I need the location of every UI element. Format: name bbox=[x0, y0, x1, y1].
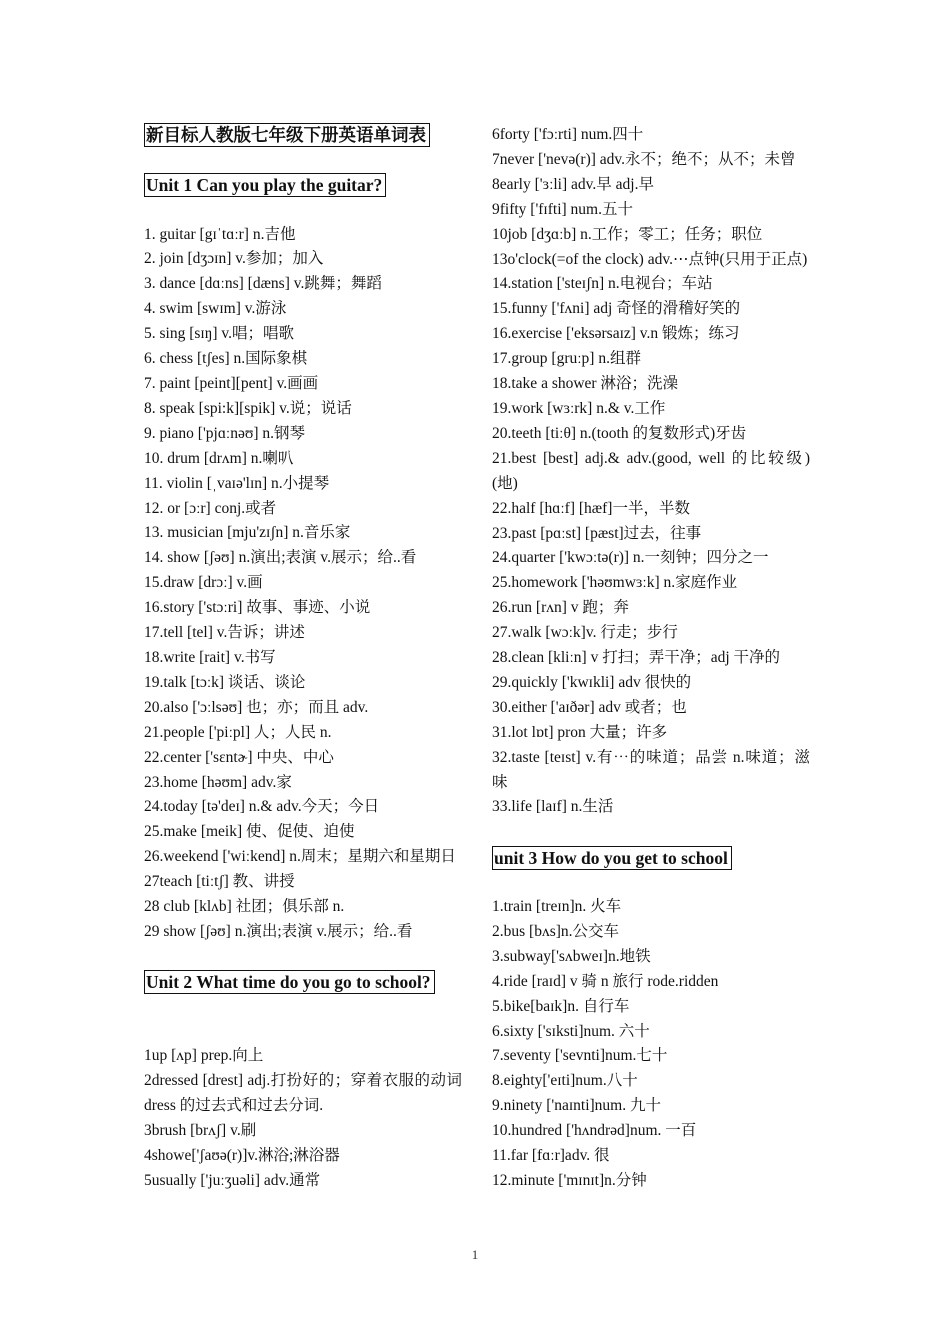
vocabulary-entry: 16.story ['stɔːri] 故事、事迹、小说 bbox=[144, 599, 371, 617]
vocabulary-entry: 2. join [dʒɔɪn] v.参加；加入 bbox=[144, 250, 324, 268]
vocabulary-entry: 12.minute ['mɪnɪt]n.分钟 bbox=[492, 1172, 647, 1190]
vocabulary-entry: 5.bike[baɪk]n. 自行车 bbox=[492, 997, 630, 1015]
vocabulary-entry: 3.subway['sʌbweɪ]n.地铁 bbox=[492, 947, 651, 965]
vocabulary-entry: 4. swim [swɪm] v.游泳 bbox=[144, 300, 287, 318]
vocabulary-entry: 9. piano ['pjɑːnəʊ] n.钢琴 bbox=[144, 424, 306, 442]
vocabulary-entry: 29 show [ʃəʊ] n.演出;表演 v.展示；给..看 bbox=[144, 922, 413, 940]
vocabulary-entry: 18.take a shower 淋浴；洗澡 bbox=[492, 375, 678, 393]
vocabulary-entry: 24.quarter ['kwɔːtə(r)] n.一刻钟；四分之一 bbox=[492, 549, 769, 567]
vocabulary-entry: 4showe['ʃaʊə(r)]v.淋浴;淋浴器 bbox=[144, 1147, 340, 1165]
vocabulary-entry: 11.far [fɑːr]adv. 很 bbox=[492, 1147, 610, 1165]
unit3-heading: unit 3 How do you get to school bbox=[492, 846, 732, 870]
vocabulary-entry: 26.weekend ['wiːkend] n.周末；星期六和星期日 bbox=[144, 848, 456, 866]
vocabulary-entry: 3. dance [dɑːns] [dæns] v.跳舞；舞蹈 bbox=[144, 275, 382, 293]
vocabulary-entry: 21.best [best] adj.& adv.(good, well 的比较级) (地) bbox=[492, 449, 810, 492]
vocabulary-entry: 5usually ['juːʒuəli] adv.通常 bbox=[144, 1171, 321, 1189]
vocabulary-entry: 27.walk [wɔːk]v. 行走；步行 bbox=[492, 624, 678, 642]
vocabulary-entry: 5. sing [sɪŋ] v.唱；唱歌 bbox=[144, 325, 295, 343]
vocabulary-entry: 19.work [wɜːrk] n.& v.工作 bbox=[492, 399, 666, 417]
vocabulary-entry: 13. musician [mju'zɪʃn] n.音乐家 bbox=[144, 524, 351, 542]
vocabulary-entry: 30.either ['aɪðər] adv 或者；也 bbox=[492, 698, 687, 716]
vocabulary-entry: 28 club [klʌb] 社团；俱乐部 n. bbox=[144, 898, 345, 916]
vocabulary-entry: 12. or [ɔːr] conj.或者 bbox=[144, 499, 277, 517]
vocabulary-entry: 6forty ['fɔːrti] num.四十 bbox=[492, 126, 644, 143]
vocabulary-entry: 7never ['nevə(r)] adv.永不；绝不；从不；未曾 bbox=[492, 150, 796, 168]
vocabulary-entry: 17.group [gruːp] n.组群 bbox=[492, 350, 641, 368]
unit3-heading-wrap bbox=[492, 845, 810, 870]
vocabulary-entry: 2dressed [drest] adj.打扮好的；穿着衣服的动词 dress 的过去式和过去分词. bbox=[144, 1072, 462, 1115]
vocabulary-entry: 22.half [hɑːf] [hæf]一半，半数 bbox=[492, 499, 690, 517]
unit2-word-list-left bbox=[144, 1044, 462, 1193]
vocabulary-entry: 8early ['ɜːli] adv.早 adj.早 bbox=[492, 175, 654, 193]
vocabulary-entry: 25.homework ['həʊmwɜːk] n.家庭作业 bbox=[492, 574, 738, 592]
unit2-word-list-right bbox=[492, 123, 810, 820]
vocabulary-entry: 25.make [meik] 使、促使、迫使 bbox=[144, 823, 355, 841]
vocabulary-entry: 28.clean [kliːn] v 打扫；弄干净；adj 干净的 bbox=[492, 649, 780, 667]
vocabulary-entry: 10job [dʒɑːb] n.工作；零工；任务；职位 bbox=[492, 225, 763, 243]
vocabulary-entry: 20.teeth [tiːθ] n.(tooth 的复数形式)牙齿 bbox=[492, 424, 747, 442]
vocabulary-entry: 27teach [tiːtʃ] 教、讲授 bbox=[144, 873, 295, 891]
unit3-word-list bbox=[492, 895, 810, 1194]
vocabulary-entry: 13o'clock(=of the clock) adv.⋯点钟(只用于正点) bbox=[492, 250, 808, 268]
vocabulary-entry: 10. drum [drʌm] n.喇叭 bbox=[144, 449, 294, 467]
vocabulary-entry: 14. show [ʃəʊ] n.演出;表演 v.展示；给..看 bbox=[144, 549, 417, 567]
unit1-heading: Unit 1 Can you play the guitar? bbox=[144, 173, 386, 197]
vocabulary-entry: 10.hundred ['hʌndrəd]num. 一百 bbox=[492, 1122, 697, 1140]
vocabulary-entry: 21.people ['piːpl] 人；人民 n. bbox=[144, 723, 332, 741]
vocabulary-entry: 1. guitar [gɪˈtɑːr] n.吉他 bbox=[144, 225, 296, 243]
right-column bbox=[492, 123, 810, 1194]
vocabulary-entry: 7.seventy ['sevnti]num.七十 bbox=[492, 1047, 668, 1065]
vocabulary-entry: 32.taste [teɪst] v.有⋯的味道；品尝 n.味道；滋味 bbox=[492, 748, 810, 791]
document-title: 新目标人教版七年级下册英语单词表 bbox=[144, 123, 430, 147]
vocabulary-entry: 22.center ['sɛntɚ] 中央、中心 bbox=[144, 748, 334, 766]
unit2-heading-wrap bbox=[144, 970, 462, 995]
vocabulary-entry: 20.also ['ɔːlsəʊ] 也；亦；而且 adv. bbox=[144, 698, 369, 716]
vocabulary-entry: 1.train [treɪn]n. 火车 bbox=[492, 898, 622, 916]
vocabulary-entry: 6. chess [tʃes] n.国际象棋 bbox=[144, 350, 308, 368]
vocabulary-entry: 11. violin [ˌvaɪə'lɪn] n.小提琴 bbox=[144, 474, 330, 492]
vocabulary-entry: 8.eighty['eɪti]num.八十 bbox=[492, 1072, 638, 1090]
vocabulary-entry: 26.run [rʌn] v 跑；奔 bbox=[492, 599, 629, 617]
vocabulary-entry: 23.home [həʊm] adv.家 bbox=[144, 773, 292, 791]
vocabulary-entry: 29.quickly ['kwɪkli] adv 很快的 bbox=[492, 673, 692, 691]
vocabulary-entry: 1up [ʌp] prep.向上 bbox=[144, 1047, 264, 1065]
vocabulary-entry: 23.past [pɑːst] [pæst]过去，往事 bbox=[492, 524, 702, 542]
unit2-heading: Unit 2 What time do you go to school? bbox=[144, 970, 435, 994]
vocabulary-entry: 19.talk [tɔːk] 谈话、谈论 bbox=[144, 673, 306, 691]
unit1-word-list bbox=[144, 223, 462, 945]
vocabulary-entry: 9.ninety ['naɪnti]num. 九十 bbox=[492, 1097, 661, 1115]
document-title-wrap bbox=[144, 123, 462, 148]
vocabulary-entry: 6.sixty ['sɪksti]num. 六十 bbox=[492, 1022, 650, 1040]
vocabulary-entry: 14.station ['steɪʃn] n.电视台；车站 bbox=[492, 275, 713, 293]
vocabulary-entry: 9fifty ['fɪfti] num.五十 bbox=[492, 200, 633, 218]
vocabulary-entry: 8. speak [spi:k][spik] v.说；说话 bbox=[144, 399, 352, 417]
vocabulary-entry: 2.bus [bʌs]n.公交车 bbox=[492, 922, 620, 940]
vocabulary-entry: 4.ride [raɪd] v 骑 n 旅行 rode.ridden bbox=[492, 972, 719, 990]
vocabulary-entry: 3brush [brʌʃ] v.刷 bbox=[144, 1122, 257, 1140]
vocabulary-entry: 15.draw [drɔː] v.画 bbox=[144, 574, 263, 592]
vocabulary-entry: 33.life [laɪf] n.生活 bbox=[492, 798, 614, 816]
vocabulary-entry: 24.today [tə'deɪ] n.& adv.今天；今日 bbox=[144, 798, 380, 816]
vocabulary-entry: 16.exercise ['eksərsaɪz] v.n 锻炼；练习 bbox=[492, 325, 740, 343]
vocabulary-entry: 18.write [rait] v.书写 bbox=[144, 648, 276, 666]
unit1-heading-wrap bbox=[144, 173, 462, 198]
vocabulary-entry: 31.lot lɒt] pron 大量；许多 bbox=[492, 723, 668, 741]
vocabulary-entry: 7. paint [peint][pent] v.画画 bbox=[144, 375, 319, 392]
vocabulary-entry: 17.tell [tel] v.告诉；讲述 bbox=[144, 624, 305, 642]
page-number: 1 bbox=[471, 1247, 479, 1262]
left-column bbox=[144, 123, 462, 1194]
vocabulary-entry: 15.funny ['fʌni] adj 奇怪的滑稽好笑的 bbox=[492, 300, 741, 318]
